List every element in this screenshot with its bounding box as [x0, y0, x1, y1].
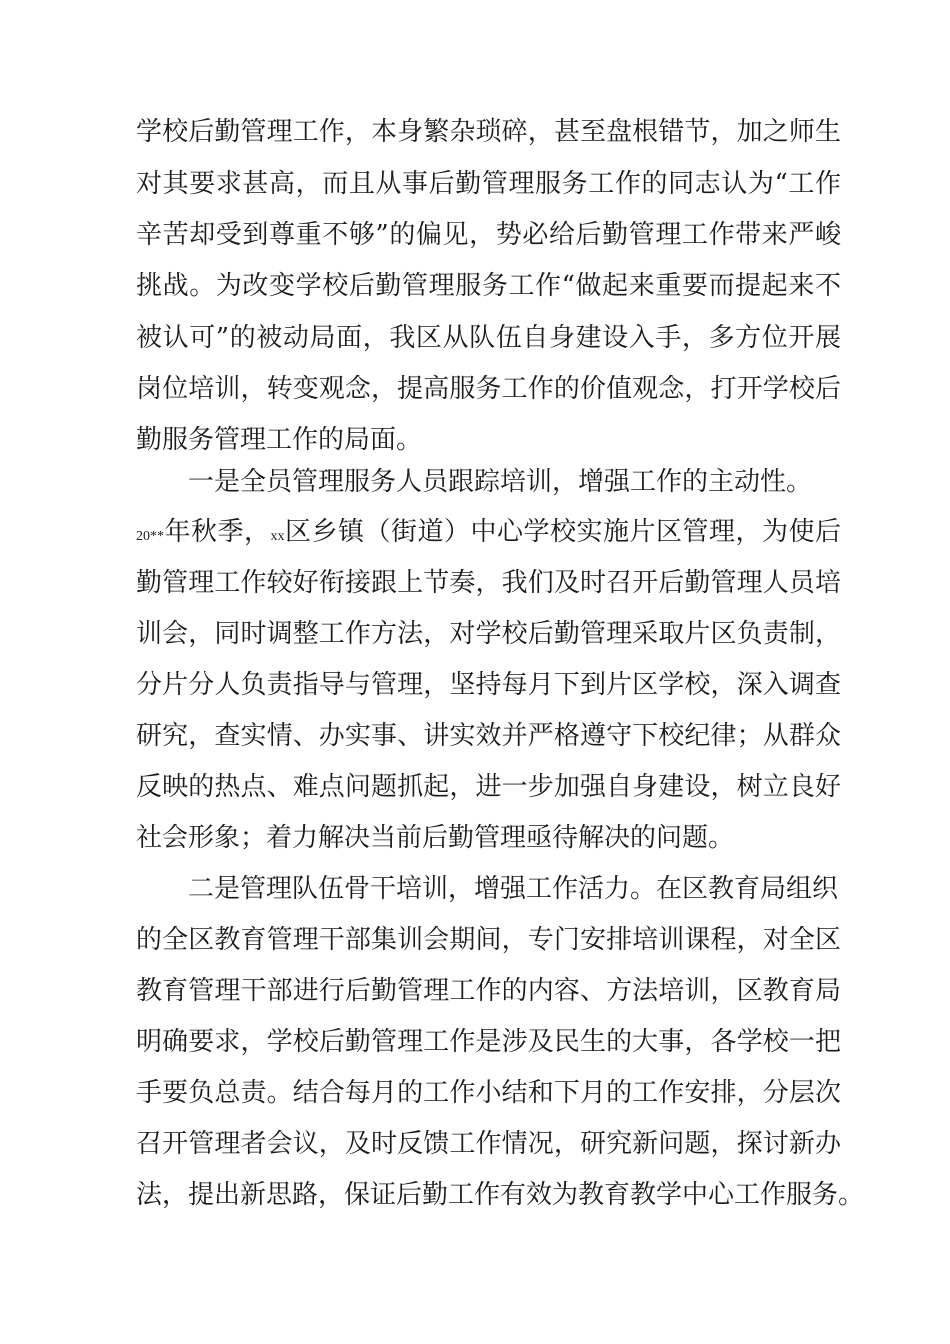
text-line: 反映的热点、难点问题抓起，进一步加强自身建设，树立良好	[136, 772, 841, 802]
text-line: 法，提出新思路，保证后勤工作有效为教育教学中心工作服务。	[136, 1180, 865, 1210]
text-line: 手要负总责。结合每月的工作小结和下月的工作安排，分层次	[136, 1078, 841, 1108]
paragraph-heading: 一是全员管理服务人员跟踪培训，增强工作的主动性。	[188, 467, 813, 497]
text-line: 辛苦却受到尊重不够”的偏见，势必给后勤管理工作带来严峻	[136, 220, 841, 250]
district-placeholder: xx	[270, 529, 285, 544]
text-line: 的全区教育管理干部集训会期间，专门安排培训课程，对全区	[136, 925, 841, 955]
text-line: 分片分人负责指导与管理，坚持每月下到片区学校，深入调查	[136, 670, 841, 700]
text-line: 研究，查实情、办实事、讲实效并严格遵守下校纪律；从群众	[136, 721, 841, 751]
text-line: 勤管理工作较好衔接跟上节奏，我们及时召开后勤管理人员培	[136, 568, 841, 598]
text-line: 对其要求甚高，而且从事后勤管理服务工作的同志认为“工作	[136, 169, 841, 199]
text-line: 社会形象；着力解决当前后勤管理亟待解决的问题。	[136, 823, 735, 853]
text-line: 学校后勤管理工作，本身繁杂琐碎，甚至盘根错节，加之师生	[136, 117, 841, 147]
text-line: 召开管理者会议，及时反馈工作情况，研究新问题，探讨新办	[136, 1129, 841, 1159]
text-line: 20**年秋季，xx区乡镇（街道）中心学校实施片区管理，为使后	[136, 517, 841, 547]
text-line: 明确要求，学校后勤管理工作是涉及民生的大事，各学校一把	[136, 1027, 841, 1057]
text-line: 教育管理干部进行后勤管理工作的内容、方法培训，区教育局	[136, 976, 841, 1006]
text-line: 勤服务管理工作的局面。	[136, 425, 423, 455]
text-line: 挑战。为改变学校后勤管理服务工作“做起来重要而提起来不	[136, 271, 841, 301]
paragraph-heading: 二是管理队伍骨干培训，增强工作活力。在区教育局组织	[188, 874, 839, 904]
year-placeholder: 20**	[136, 529, 164, 544]
text-line: 岗位培训，转变观念，提高服务工作的价值观念，打开学校后	[136, 374, 841, 404]
text-line: 被认可”的被动局面，我区从队伍自身建设入手，多方位开展	[136, 323, 841, 353]
text-line: 训会，同时调整工作方法，对学校后勤管理采取片区负责制，	[136, 619, 841, 649]
